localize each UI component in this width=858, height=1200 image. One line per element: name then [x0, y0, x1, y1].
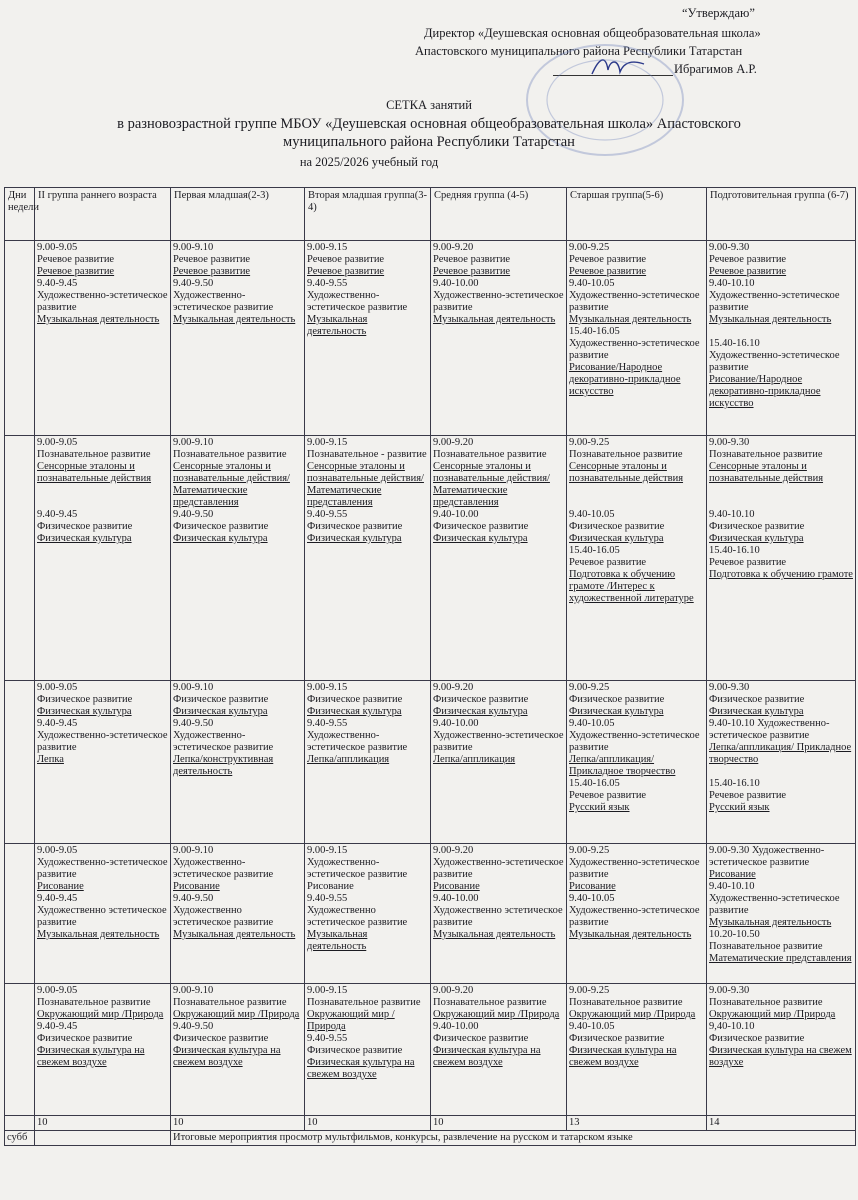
row-counts	[5, 1116, 856, 1131]
cell-tuesday-g5: 9.00-9.25 Познавательное развитие Сенсорные эталоны и познавательные действия 9.40-10.05 Физическое развитие Физическая культура 15.40-16.05 Речевое развитие Подготовка к обучению грамоте /Интерес к художественной литературе	[567, 436, 707, 681]
day-monday	[5, 241, 35, 436]
header-group-3: Вторая младшая группа(3-4)	[305, 188, 431, 241]
day-wednesday	[5, 681, 35, 844]
saturday-note: Итоговые мероприятия просмотр мультфильмов, конкурсы, развлечение на русском и татарском языке	[171, 1131, 856, 1146]
row-saturday	[5, 1131, 856, 1146]
approval-heading: “Утверждаю”	[682, 6, 755, 20]
cell-wednesday-g6: 9.00-9.30 Физическое развитие Физическая культура 9.40-10.10 Художественно-эстетическое развитие Лепка/аппликация/ Прикладное творчество 15.40-16.10 Речевое развитие Русский язык	[707, 681, 856, 844]
header-group-4: Средняя группа (4-5)	[431, 188, 567, 241]
cell-thursday-g2: 9.00-9.10 Художественно-эстетическое развитие Рисование 9.40-9.50 Художественно эстетическое развитие Музыкальная деятельность	[171, 844, 305, 984]
header-group-6: Подготовительная группа (6-7)	[707, 188, 856, 241]
cell-friday-g6: 9.00-9.30 Познавательное развитие Окружающий мир /Природа 9,40-10.10 Физическое развитие Физическая культура на свежем воздухе	[707, 984, 856, 1116]
row-friday	[5, 984, 856, 1116]
count-g3: 10	[305, 1116, 431, 1131]
cell-tuesday-g4: 9.00-9.20 Познавательное развитие Сенсорные эталоны и познавательные действия/ Математические представления 9.40-10.00 Физическое развитие Физическая культура	[431, 436, 567, 681]
cell-monday-g2: 9.00-9.10 Речевое развитие Речевое развитие 9.40-9.50 Художественно-эстетическое развитие Музыкальная деятельность	[171, 241, 305, 436]
day-friday	[5, 984, 35, 1116]
sat-empty	[35, 1131, 171, 1146]
cell-monday-g1: 9.00-9.05 Речевое развитие Речевое развитие 9.40-9.45 Художественно-эстетическое развитие Музыкальная деятельность	[35, 241, 171, 436]
cell-friday-g5: 9.00-9.25 Познавательное развитие Окружающий мир /Природа 9.40-10.05 Физическое развитие Физическая культура на свежем воздухе	[567, 984, 707, 1116]
director-title: Директор «Деушевская основная общеобразовательная школа»	[424, 26, 761, 40]
day-saturday: субб	[5, 1131, 35, 1146]
cell-thursday-g3: 9.00-9.15 Художественно-эстетическое развитие Рисование 9.40-9.55 Художественно эстетическое развитие Музыкальная деятельность	[305, 844, 431, 984]
district-line: Апастовского муниципального района Республики Татарстан	[415, 44, 743, 58]
cell-monday-g3: 9.00-9.15 Речевое развитие Речевое развитие 9.40-9.55 Художественно-эстетическое развитие Музыкальная деятельность	[305, 241, 431, 436]
row-monday	[5, 241, 856, 436]
count-g1: 10	[35, 1116, 171, 1131]
cell-wednesday-g2: 9.00-9.10 Физическое развитие Физическая культура 9.40-9.50 Художественно-эстетическое развитие Лепка/конструктивная деятельность	[171, 681, 305, 844]
schedule-title: СЕТКА занятий	[386, 98, 472, 112]
cell-tuesday-g1: 9.00-9.05 Познавательное развитие Сенсорные эталоны и познавательные действия 9.40-9.45 Физическое развитие Физическая культура	[35, 436, 171, 681]
count-g5: 13	[567, 1116, 707, 1131]
cell-thursday-g1: 9.00-9.05 Художественно-эстетическое развитие Рисование 9.40-9.45 Художественно эстетическое развитие Музыкальная деятельность	[35, 844, 171, 984]
cell-monday-g6: 9.00-9.30 Речевое развитие Речевое развитие 9.40-10.10 Художественно-эстетическое развитие Музыкальная деятельность 15.40-16.10 Художественно-эстетическое развитие Рисование/Народное декоративно-прикладное искусство	[707, 241, 856, 436]
cell-monday-g5: 9.00-9.25 Речевое развитие Речевое развитие 9.40-10.05 Художественно-эстетическое развитие Музыкальная деятельность 15.40-16.05 Художественно-эстетическое развитие Рисование/Народное декоративно-прикладное искусство	[567, 241, 707, 436]
cell-tuesday-g2: 9.00-9.10 Познавательное развитие Сенсорные эталоны и познавательные действия/ Математические представления 9.40-9.50 Физическое развитие Физическая культура	[171, 436, 305, 681]
row-wednesday	[5, 681, 856, 844]
count-g2: 10	[171, 1116, 305, 1131]
count-g6: 14	[707, 1116, 856, 1131]
cell-wednesday-g4: 9.00-9.20 Физическое развитие Физическая культура 9.40-10.00 Художественно-эстетическое развитие Лепка/аппликация	[431, 681, 567, 844]
cell-thursday-g6: 9.00-9.30 Художественно-эстетическое развитие Рисование 9.40-10.10 Художественно-эстетическое развитие Музыкальная деятельность 10.20-10.50 Познавательное развитие Математические представления	[707, 844, 856, 984]
cell-friday-g2: 9.00-9.10 Познавательное развитие Окружающий мир /Природа 9.40-9.50 Физическое развитие Физическая культура на свежем воздухе	[171, 984, 305, 1116]
cell-wednesday-g5: 9.00-9.25 Физическое развитие Физическая культура 9.40-10.05 Художественно-эстетическое развитие Лепка/аппликация/ Прикладное творчество 15.40-16.05 Речевое развитие Русский язык	[567, 681, 707, 844]
cell-tuesday-g3: 9.00-9.15 Познавательное - развитие Сенсорные эталоны и познавательные действия/ Математические представления 9.40-9.55 Физическое развитие Физическая культура	[305, 436, 431, 681]
cell-thursday-g4: 9.00-9.20 Художественно-эстетическое развитие Рисование 9.40-10.00 Художественно эстетическое развитие Музыкальная деятельность	[431, 844, 567, 984]
count-g4: 10	[431, 1116, 567, 1131]
cell-tuesday-g6: 9.00-9.30 Познавательное развитие Сенсорные эталоны и познавательные действия 9.40-10.10 Физическое развитие Физическая культура 15.40-16.10 Речевое развитие Подготовка к обучению грамоте	[707, 436, 856, 681]
cell-friday-g4: 9.00-9.20 Познавательное развитие Окружающий мир /Природа 9.40-10.00 Физическое развитие Физическая культура на свежем воздухе	[431, 984, 567, 1116]
header-group-2: Первая младшая(2-3)	[171, 188, 305, 241]
row-tuesday	[5, 436, 856, 681]
schedule-subtitle-1: в разновозрастной группе МБОУ «Деушевская основная общеобразовательная школа» Апастовского	[117, 116, 741, 132]
cell-friday-g1: 9.00-9.05 Познавательное развитие Окружающий мир /Природа 9.40-9.45 Физическое развитие Физическая культура на свежем воздухе	[35, 984, 171, 1116]
cell-friday-g3: 9.00-9.15 Познавательное развитие Окружающий мир /Природа 9.40-9.55 Физическое развитие Физическая культура на свежем воздухе	[305, 984, 431, 1116]
approval-block	[0, 0, 858, 90]
cell-wednesday-g1: 9.00-9.05 Физическое развитие Физическая культура 9.40-9.45 Художественно-эстетическое развитие Лепка	[35, 681, 171, 844]
header-group-1: II группа раннего возраста	[35, 188, 171, 241]
cell-thursday-g5: 9.00-9.25 Художественно-эстетическое развитие Рисование 9.40-10.05 Художественно-эстетическое развитие Музыкальная деятельность	[567, 844, 707, 984]
day-tuesday	[5, 436, 35, 681]
count-empty	[5, 1116, 35, 1131]
schedule-table	[4, 187, 856, 1146]
header-day: Дни недели	[5, 188, 35, 241]
school-year: на 2025/2026 учебный год	[299, 155, 439, 169]
header-group-5: Старшая группа(5-6)	[567, 188, 707, 241]
director-name: Ибрагимов А.Р.	[674, 62, 757, 76]
cell-monday-g4: 9.00-9.20 Речевое развитие Речевое развитие 9.40-10.00 Художественно-эстетическое развитие Музыкальная деятельность	[431, 241, 567, 436]
header-row	[5, 188, 856, 241]
day-thursday	[5, 844, 35, 984]
schedule-subtitle-2: муниципального района Республики Татарстан	[283, 134, 575, 150]
row-thursday	[5, 844, 856, 984]
cell-wednesday-g3: 9.00-9.15 Физическое развитие Физическая культура 9.40-9.55 Художественно-эстетическое развитие Лепка/аппликация	[305, 681, 431, 844]
